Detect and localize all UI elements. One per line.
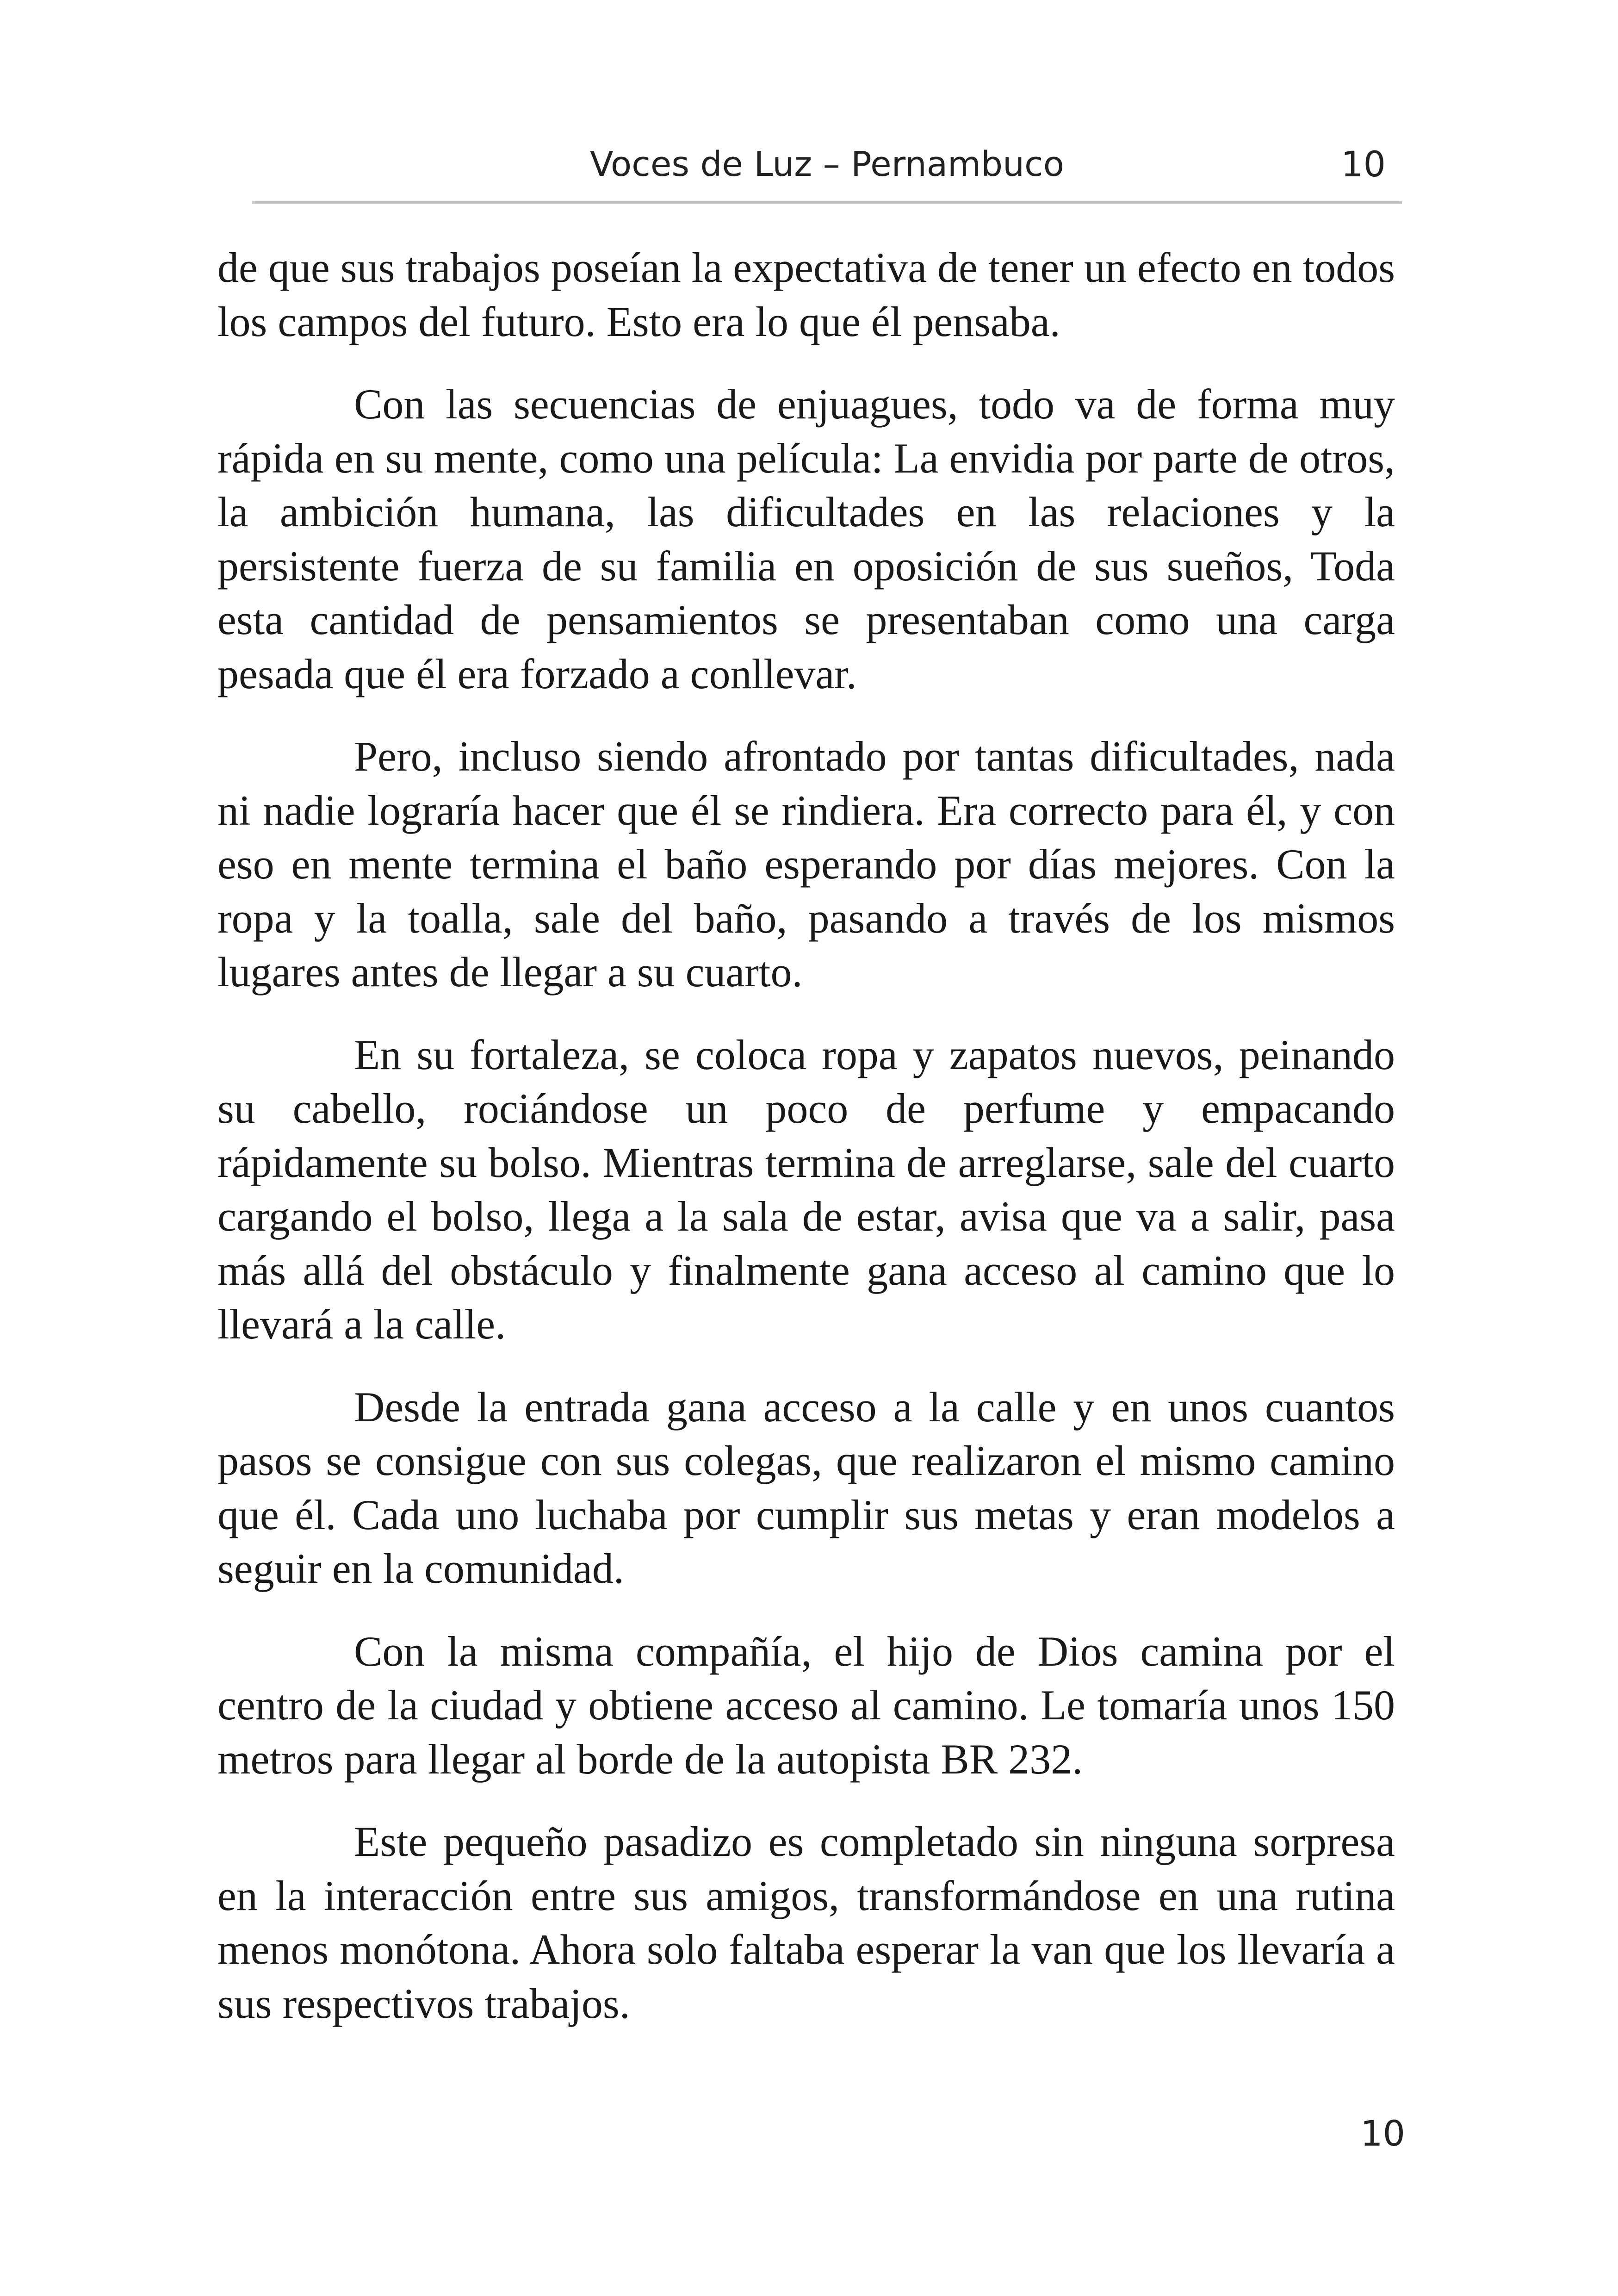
running-header	[252, 132, 1402, 204]
paragraph-continuation: de que sus trabajos poseían la expectativa de tener un efecto en todos los campos del futuro. Esto era lo que él pensaba.	[217, 244, 1395, 345]
running-title: Voces de Luz – Pernambuco	[590, 144, 1064, 184]
header-page-number: 10	[1341, 143, 1386, 185]
paragraph: Con la misma compañía, el hijo de Dios camina por el centro de la ciudad y obtiene acceso al camino. Le tomaría unos 150 metros para llegar al borde de la autopista BR 232.	[217, 1627, 1395, 1783]
paragraph: Con las secuencias de enjuagues, todo va de forma muy rápida en su mente, como una película: La envidia por parte de otros, la ambición humana, las dificultades en las relaciones y la persistente fuerza de su familia en oposición de sus sueños, Toda esta cantidad de pensamientos se presentaban como una carga pesada que él era forzado a conllevar.	[217, 380, 1395, 697]
paragraph: En su fortaleza, se coloca ropa y zapatos nuevos, peinando su cabello, rociándose un poco de perfume y empacando rápidamente su bolso. Mientras termina de arreglarse, sale del cuarto cargando el bolso, llega a la sala de estar, avisa que va a salir, pasa más allá del obstáculo y finalmente gana acceso al camino que lo llevará a la calle.	[217, 1031, 1395, 1348]
footer-page-number: 10	[1360, 2113, 1405, 2154]
paragraph: Desde la entrada gana acceso a la calle y en unos cuantos pasos se consigue con sus colegas, que realizaron el mismo camino que él. Cada uno luchaba por cumplir sus metas y eran modelos a seguir en la comunidad.	[217, 1383, 1395, 1592]
paragraph: Pero, incluso siendo afrontado por tantas dificultades, nada ni nadie lograría hacer que él se rindiera. Era correcto para él, y con eso en mente termina el baño esperando por días mejores. Con la ropa y la toalla, sale del baño, pasando a través de los mismos lugares antes de llegar a su cuarto.	[217, 733, 1395, 996]
paragraph: Este pequeño pasadizo es completado sin ninguna sorpresa en la interacción entre sus amigos, transformándose en una rutina menos monótona. Ahora solo faltaba esperar la van que los llevaría a sus respectivos trabajos.	[217, 1818, 1395, 2027]
body-text	[217, 241, 1395, 2059]
